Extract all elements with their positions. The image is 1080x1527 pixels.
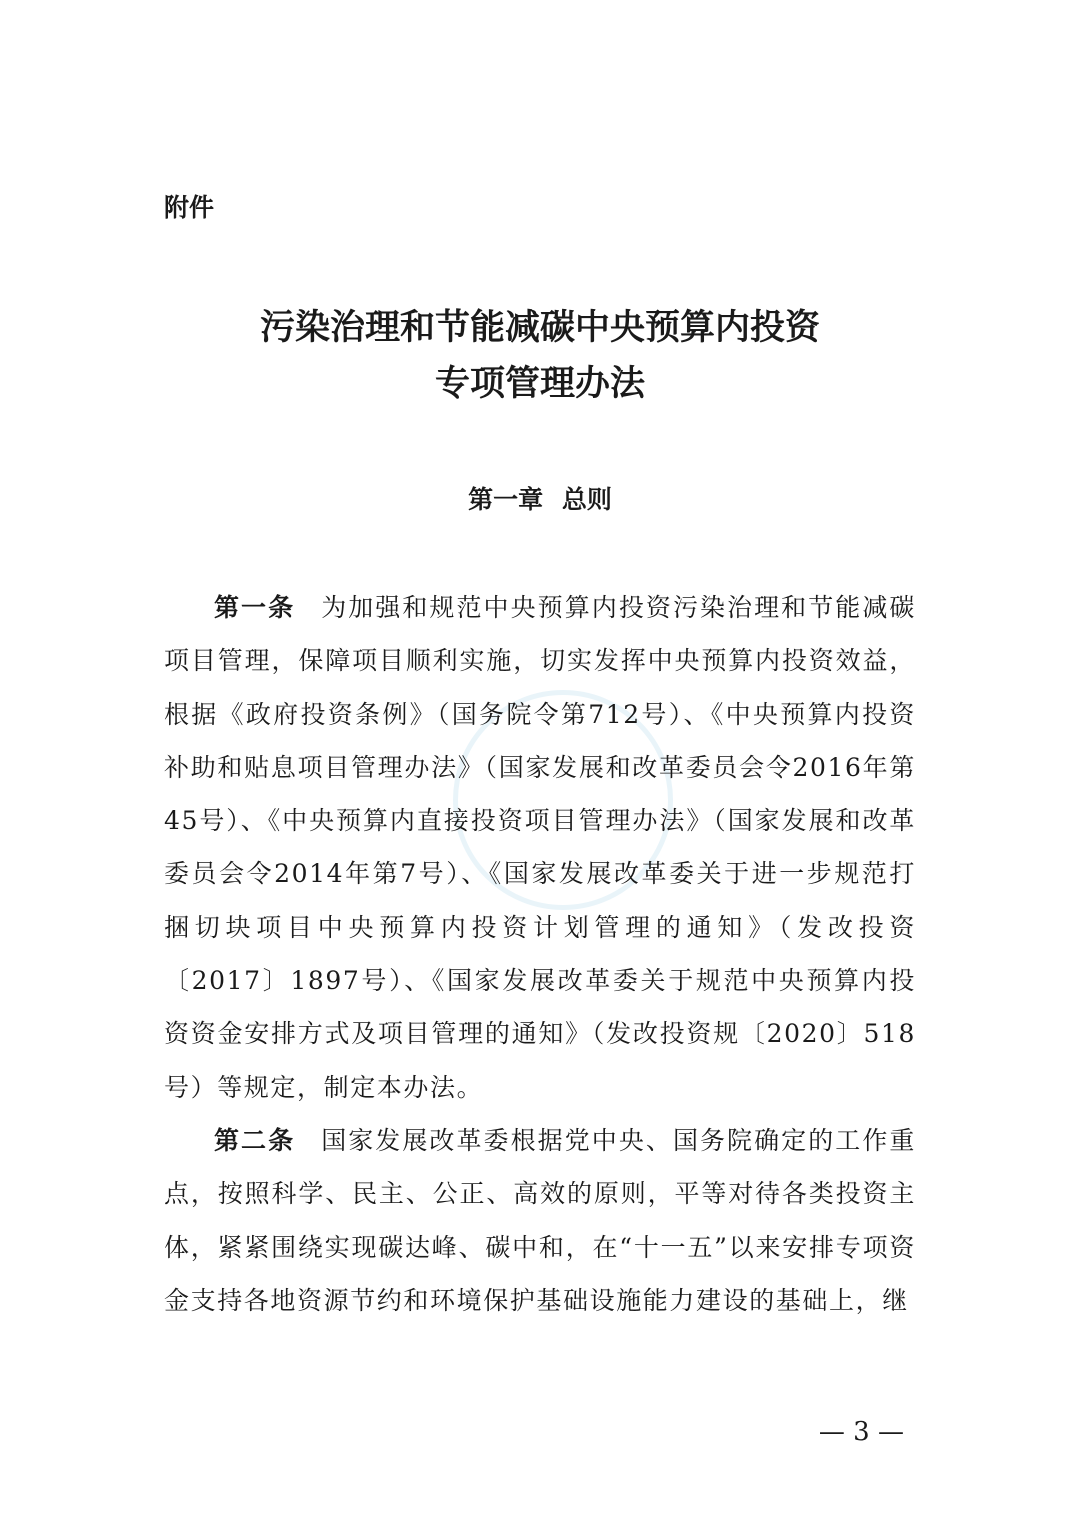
article-paragraph xyxy=(164,1114,916,1327)
page-number: — 3 — xyxy=(818,1417,904,1447)
document-title xyxy=(0,300,1080,412)
attachment-label: 附件 xyxy=(164,193,215,222)
title-line-1: 污染治理和节能减碳中央预算内投资 xyxy=(259,307,820,348)
title-line-2: 专项管理办法 xyxy=(434,363,645,404)
article-label: 第一条 xyxy=(214,593,296,622)
document-body xyxy=(164,581,916,1327)
article-text: 为加强和规范中央预算内投资污染治理和节能减碳项目管理，保障项目顺利实施，切实发挥中央预算内投资效益，根据《政府投资条例》（国务院令第712号）、《中央预算内投资补助和贴息项目管理办法》（国家发展和改革委员会令2016年第45号）、《中央预算内直接投资项目管理办法》（国家发展和改革委员会令2014年第7号）、《国家发展改革委关于进一步规范打捆切块项目中央预算内投资计划管理的通知》（发改投资〔2017〕1897号）、《国家发展改革委关于规范中央预算内投资资金安排方式及项目管理的通知》（发改投资规〔2020〕518号）等规定，制定本办法。 xyxy=(164,593,917,1102)
article-label: 第二条 xyxy=(214,1125,296,1155)
chapter-heading: 第一章 总则 xyxy=(468,485,612,514)
article-paragraph xyxy=(164,581,916,1114)
article-text: 国家发展改革委根据党中央、国务院确定的工作重点，按照科学、民主、公正、高效的原则，平等对待各类投资主体，紧紧围绕实现碳达峰、碳中和，在“十一五”以来安排专项资金支持各地资源节约和环境保护基础设施能力建设的基础上，继 xyxy=(164,1125,917,1315)
